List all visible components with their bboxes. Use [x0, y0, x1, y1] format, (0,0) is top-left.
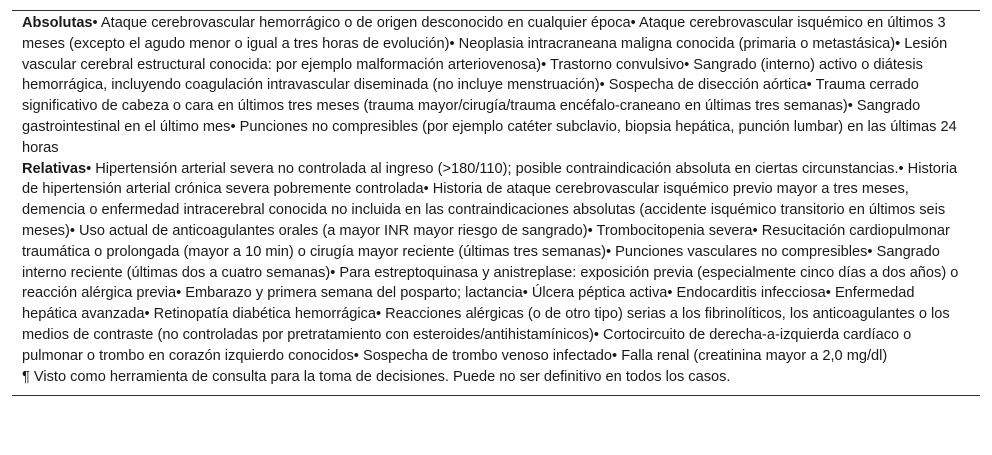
relativas-text: • Hipertensión arterial severa no controlada al ingreso (>180/110); posible contraindicación absoluta en ciertas circunstancias.• Historia de hipertensión arterial crónica severa pobremente controlada• Historia de ataque cerebrovascular isquémico previo mayor a tres meses, demencia o enfermedad intracerebral conocida no incluida en las contraindicaciones absolutas (accidente isquémico transitorio en últimos seis meses)• Uso actual de anticoagulantes orales (a mayor INR mayor riesgo de sangrado)• Trombocitopenia severa• Resucitación cardiopulmonar traumática o prolongada (mayor a 10 min) o cirugía mayor reciente (últimas tres semanas)• Punciones vasculares no compresibles• Sangrado interno reciente (últimas dos a cuatro semanas)• Para estreptoquinasa y anistreplase: exposición previa (especialmente cinco días a dos años) o reacción alérgica previa• Embarazo y primera semana del posparto; lactancia• Úlcera péptica activa• Endocarditis infecciosa• Enfermedad hepática avanzada• Retinopatía diabética hemorrágica• Reacciones alérgicas (o de otro tipo) serias a los fibrinolíticos, los anticoagulantes o los medios de contraste (no controladas por pretratamiento con esteroides/antihistamínicos)• Cortocircuito de derecha-a-izquierda cardíaco o pulmonar o trombo en corazón izquierdo conocidos• Sospecha de trombo venoso infectado• Falla renal (creatinina mayor a 2,0 mg/dl) — [22, 160, 959, 364]
contraindications-table — [12, 10, 980, 396]
absolutas-heading: Absolutas — [22, 15, 93, 31]
footnote: ¶ Visto como herramienta de consulta para la toma de decisiones. Puede no ser definitivo en todos los casos. — [22, 368, 731, 385]
absolutas-paragraph — [22, 13, 970, 159]
relativas-heading: Relativas — [22, 160, 87, 177]
relativas-paragraph — [22, 159, 970, 367]
absolutas-text: • Ataque cerebrovascular hemorrágico o de origen desconocido en cualquier época• Ataque cerebrovascular isquémico en últimos 3 meses (excepto el agudo menor o igual a tres horas de evolución)• Neoplasia intracraneana maligna conocida (primaria o metastásica)• Lesión vascular cerebral estructural conocida: por ejemplo malformación arteriovenosa)• Trastorno convulsivo• Sangrado (interno) activo o diátesis hemorrágica, incluyendo coagulación intravascular diseminada (no incluye menstruación)• Sospecha de disección aórtica• Trauma cerrado significativo de cabeza o cara en últimos tres meses (trauma mayor/cirugía/trauma encéfalo-craneano en últimas tres semanas)• Sangrado gastrointestinal en el último mes• Punciones no compresibles (por ejemplo catéter subclavio, biopsia hepática, punción lumbar) en las últimas 24 horas — [22, 15, 957, 156]
